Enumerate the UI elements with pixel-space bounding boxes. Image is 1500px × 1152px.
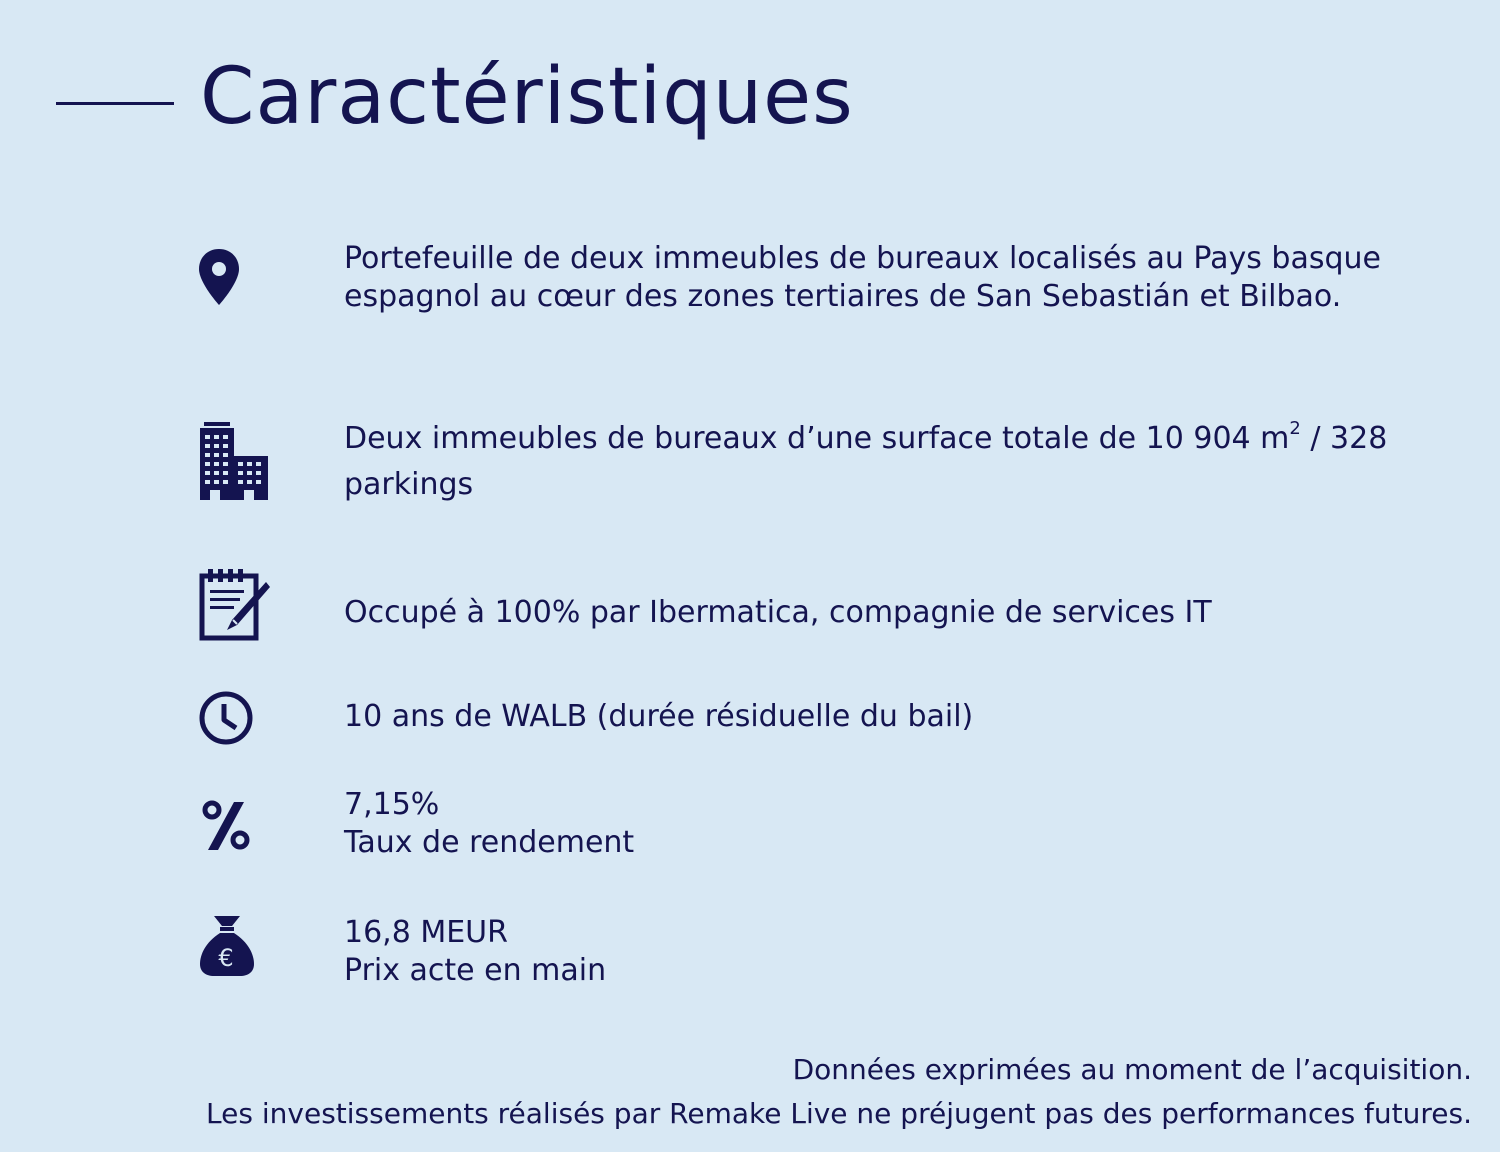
feature-price-text [344, 914, 606, 990]
page-title: Caractéristiques [200, 52, 854, 142]
feature-occupancy-text [344, 594, 1212, 632]
percent-icon [200, 800, 252, 852]
clock-icon [198, 690, 254, 746]
feature-location-line-2: espagnol au cœur des zones tertiaires de San Sebastián et Bilbao. [344, 279, 1342, 314]
notepad-pencil-icon [198, 568, 270, 642]
footer-disclaimer [206, 1048, 1472, 1136]
feature-walb-text [344, 698, 973, 736]
feature-surface-text-main: Deux immeubles de bureaux d’une surface totale de 10 904 m [344, 421, 1290, 456]
feature-surface-superscript: 2 [1289, 418, 1301, 439]
footer-line-2: Les investissements réalisés par Remake Live ne préjugent pas des performances futures. [206, 1097, 1472, 1130]
feature-surface-line-2: parkings [344, 467, 474, 502]
feature-price-value: 16,8 MEUR [344, 915, 508, 950]
feature-surface-text [344, 416, 1387, 508]
feature-surface-line-1 [344, 416, 1387, 462]
buildings-icon [198, 422, 270, 500]
money-bag-euro-symbol: € [218, 944, 234, 972]
feature-location-text [344, 240, 1381, 316]
feature-yield-value: 7,15% [344, 787, 440, 822]
location-pin-icon [198, 248, 240, 306]
header-rule [56, 102, 174, 105]
feature-yield-text [344, 786, 634, 862]
feature-walb-line-1: 10 ans de WALB (durée résiduelle du bail) [344, 699, 974, 734]
money-bag-euro-icon [198, 914, 256, 978]
feature-location-line-1: Portefeuille de deux immeubles de bureaux localisés au Pays basque [344, 241, 1382, 276]
feature-yield-label: Taux de rendement [344, 825, 635, 860]
feature-price-label: Prix acte en main [344, 953, 607, 988]
feature-occupancy-line-1: Occupé à 100% par Ibermatica, compagnie de services IT [344, 595, 1212, 630]
footer-line-1: Données exprimées au moment de l’acquisition. [792, 1053, 1472, 1086]
feature-surface-parkings-count: / 328 [1300, 421, 1388, 456]
